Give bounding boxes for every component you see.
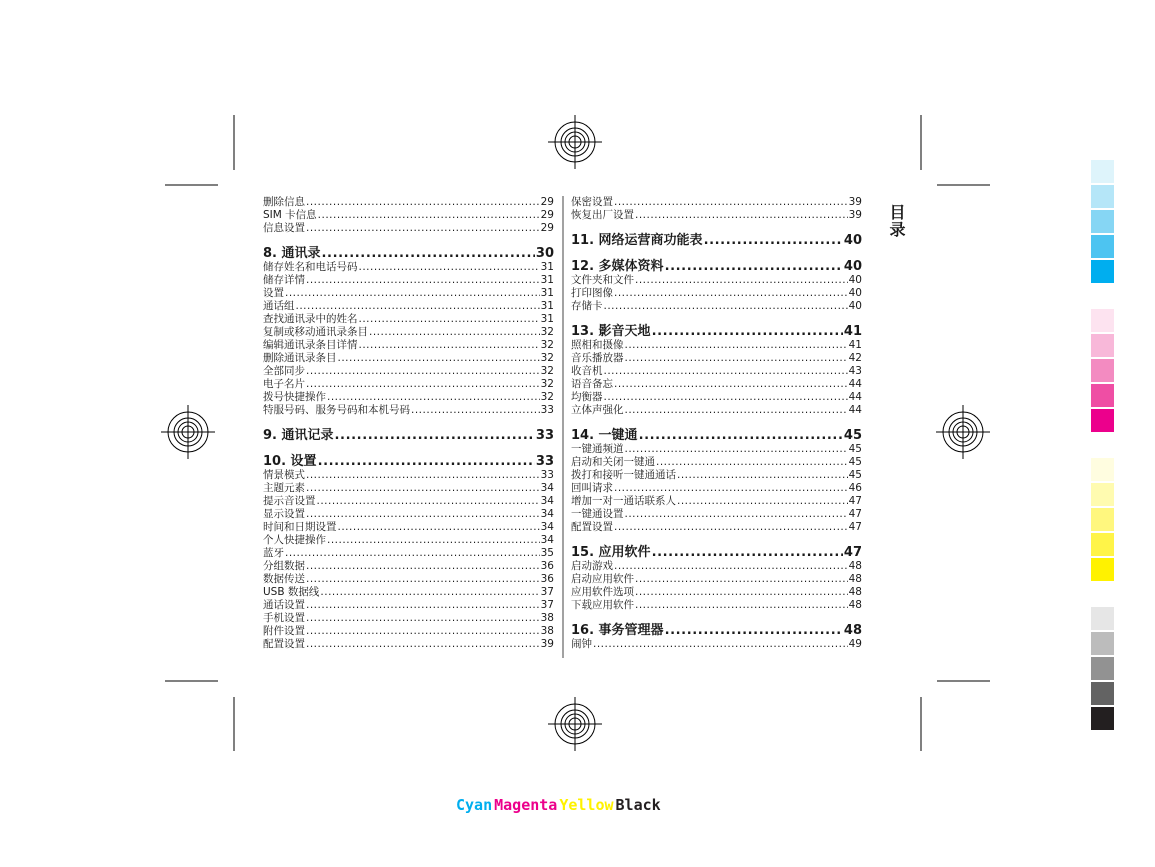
dot-leader bbox=[704, 233, 843, 248]
toc-label: 一键通设置 bbox=[571, 508, 624, 520]
toc-page-number: 29 bbox=[540, 196, 554, 208]
toc-section[interactable] bbox=[263, 454, 554, 469]
dot-leader bbox=[665, 623, 843, 638]
toc-entry[interactable] bbox=[571, 196, 862, 209]
toc-entry[interactable] bbox=[263, 508, 554, 521]
toc-label: 收音机 bbox=[571, 365, 603, 377]
dot-leader bbox=[317, 495, 540, 508]
toc-page-number: 31 bbox=[540, 300, 554, 312]
dot-leader bbox=[614, 287, 848, 300]
dot-leader bbox=[625, 352, 848, 365]
dot-leader bbox=[318, 209, 540, 222]
toc-label: 打印图像 bbox=[571, 287, 613, 299]
dot-leader bbox=[625, 339, 848, 352]
toc-entry[interactable] bbox=[263, 261, 554, 274]
dot-leader bbox=[327, 391, 540, 404]
dot-leader bbox=[306, 196, 540, 209]
dot-leader bbox=[306, 638, 540, 651]
toc-entry[interactable] bbox=[571, 456, 862, 469]
toc-label: 11. 网络运营商功能表 bbox=[571, 233, 703, 248]
toc-page-number: 48 bbox=[848, 586, 862, 598]
toc-entry[interactable] bbox=[263, 378, 554, 391]
dot-leader bbox=[359, 261, 540, 274]
color-legend-cyan: Cyan bbox=[456, 796, 493, 814]
color-swatch-magenta bbox=[1091, 359, 1114, 382]
dot-leader bbox=[306, 599, 540, 612]
dot-leader bbox=[614, 560, 848, 573]
toc-entry[interactable] bbox=[571, 404, 862, 417]
toc-entry[interactable] bbox=[571, 469, 862, 482]
toc-label: 编辑通讯录条目详情 bbox=[263, 339, 358, 351]
dot-leader bbox=[296, 300, 540, 313]
toc-page-number: 47 bbox=[848, 508, 862, 520]
toc-page-number: 47 bbox=[843, 545, 862, 560]
dot-leader bbox=[614, 482, 848, 495]
toc-entry[interactable] bbox=[263, 391, 554, 404]
toc-entry[interactable] bbox=[263, 638, 554, 651]
dot-leader bbox=[625, 404, 848, 417]
toc-page-number: 40 bbox=[848, 300, 862, 312]
toc-entry[interactable] bbox=[263, 352, 554, 365]
toc-label: 查找通讯录中的姓名 bbox=[263, 313, 358, 325]
toc-page-number: 45 bbox=[848, 443, 862, 455]
toc-label: 数据传送 bbox=[263, 573, 305, 585]
toc-page-number: 45 bbox=[843, 428, 862, 443]
dot-leader bbox=[652, 324, 843, 339]
toc-page-number: 33 bbox=[540, 469, 554, 481]
toc-page-number: 47 bbox=[848, 521, 862, 533]
dot-leader bbox=[285, 287, 540, 300]
dot-leader bbox=[614, 521, 848, 534]
toc-page-number: 32 bbox=[540, 378, 554, 390]
toc-page-number: 34 bbox=[540, 482, 554, 494]
dot-leader bbox=[635, 573, 848, 586]
dot-leader bbox=[320, 586, 539, 599]
toc-page-number: 34 bbox=[540, 508, 554, 520]
toc-label: 8. 通讯录 bbox=[263, 246, 321, 261]
dot-leader bbox=[604, 391, 848, 404]
toc-page-number: 33 bbox=[535, 454, 554, 469]
toc-page-number: 36 bbox=[540, 560, 554, 572]
toc-page-number: 37 bbox=[540, 586, 554, 598]
dot-leader bbox=[306, 469, 540, 482]
toc-label: 应用软件选项 bbox=[571, 586, 634, 598]
toc-entry[interactable] bbox=[263, 287, 554, 300]
dot-leader bbox=[635, 586, 848, 599]
toc-section[interactable] bbox=[571, 259, 862, 274]
toc-entry[interactable] bbox=[263, 612, 554, 625]
toc-label: 信息设置 bbox=[263, 222, 305, 234]
toc-label: 附件设置 bbox=[263, 625, 305, 637]
toc-label: 提示音设置 bbox=[263, 495, 316, 507]
toc-page-number: 34 bbox=[540, 534, 554, 546]
dot-leader bbox=[335, 428, 535, 443]
color-swatch-cyan bbox=[1091, 235, 1114, 258]
dot-leader bbox=[677, 495, 848, 508]
dot-leader bbox=[338, 521, 540, 534]
toc-page-number: 32 bbox=[540, 339, 554, 351]
toc-entry[interactable] bbox=[571, 378, 862, 391]
toc-label: 显示设置 bbox=[263, 508, 305, 520]
toc-page-number: 32 bbox=[540, 352, 554, 364]
color-swatch-yellow bbox=[1091, 508, 1114, 531]
dot-leader bbox=[338, 352, 540, 365]
dot-leader bbox=[635, 274, 848, 287]
toc-entry[interactable] bbox=[263, 365, 554, 378]
toc-label: 回叫请求 bbox=[571, 482, 613, 494]
dot-leader bbox=[593, 638, 848, 651]
toc-page-number: 38 bbox=[540, 625, 554, 637]
toc-page-number: 31 bbox=[540, 274, 554, 286]
color-swatch-cyan bbox=[1091, 185, 1114, 208]
dot-leader bbox=[306, 508, 540, 521]
toc-entry[interactable] bbox=[263, 469, 554, 482]
toc-entry[interactable] bbox=[571, 365, 862, 378]
dot-leader bbox=[359, 339, 540, 352]
dot-leader bbox=[306, 365, 540, 378]
toc-page-number: 33 bbox=[540, 404, 554, 416]
toc-page-number: 31 bbox=[540, 313, 554, 325]
color-swatch-cyan bbox=[1091, 160, 1114, 183]
dot-leader bbox=[652, 545, 843, 560]
dot-leader bbox=[369, 326, 540, 339]
color-swatch-black bbox=[1091, 707, 1114, 730]
toc-label: 拨号快捷操作 bbox=[263, 391, 326, 403]
toc-entry[interactable] bbox=[571, 339, 862, 352]
toc-page-number: 45 bbox=[848, 469, 862, 481]
toc-entry[interactable] bbox=[571, 274, 862, 287]
toc-page-number: 32 bbox=[540, 326, 554, 338]
toc-label: 保密设置 bbox=[571, 196, 613, 208]
toc-label: 设置 bbox=[263, 287, 284, 299]
dot-leader bbox=[306, 625, 540, 638]
toc-page-number: 44 bbox=[848, 404, 862, 416]
toc-label: 个人快捷操作 bbox=[263, 534, 326, 546]
color-swatch-yellow bbox=[1091, 533, 1114, 556]
registration-mark-bottom bbox=[548, 697, 602, 751]
toc-label: 闹钟 bbox=[571, 638, 592, 650]
toc-label: 13. 影音天地 bbox=[571, 324, 651, 339]
color-swatch-yellow bbox=[1091, 458, 1114, 481]
toc-page-number: 49 bbox=[848, 638, 862, 650]
toc-entry[interactable] bbox=[571, 560, 862, 573]
toc-page-number: 44 bbox=[848, 391, 862, 403]
toc-entry[interactable] bbox=[571, 573, 862, 586]
toc-page-number: 48 bbox=[848, 599, 862, 611]
toc-label: USB 数据线 bbox=[263, 586, 320, 598]
toc-label: 存储卡 bbox=[571, 300, 603, 312]
dot-leader bbox=[318, 454, 535, 469]
toc-page-number: 36 bbox=[540, 573, 554, 585]
toc-entry[interactable] bbox=[263, 209, 554, 222]
color-swatch-cyan bbox=[1091, 210, 1114, 233]
color-swatch-black bbox=[1091, 607, 1114, 630]
toc-entry[interactable] bbox=[263, 573, 554, 586]
toc-label: 通话组 bbox=[263, 300, 295, 312]
toc-label: 14. 一键通 bbox=[571, 428, 638, 443]
toc-entry[interactable] bbox=[571, 586, 862, 599]
toc-entry[interactable] bbox=[571, 300, 862, 313]
dot-leader bbox=[614, 196, 848, 209]
toc-label: 时间和日期设置 bbox=[263, 521, 337, 533]
dot-leader bbox=[306, 378, 540, 391]
toc-page-number: 42 bbox=[848, 352, 862, 364]
dot-leader bbox=[665, 259, 843, 274]
toc-label: 全部同步 bbox=[263, 365, 305, 377]
toc-entry[interactable] bbox=[571, 495, 862, 508]
toc-section[interactable] bbox=[571, 545, 862, 560]
toc-entry[interactable] bbox=[571, 391, 862, 404]
toc-label: 9. 通讯记录 bbox=[263, 428, 334, 443]
toc-page-number: 48 bbox=[848, 560, 862, 572]
toc-entry[interactable] bbox=[263, 599, 554, 612]
toc-entry[interactable] bbox=[263, 222, 554, 235]
toc-label: 储存姓名和电话号码 bbox=[263, 261, 358, 273]
toc-entry[interactable] bbox=[571, 482, 862, 495]
color-swatch-black bbox=[1091, 632, 1114, 655]
toc-label: 12. 多媒体资料 bbox=[571, 259, 664, 274]
dot-leader bbox=[625, 508, 848, 521]
dot-leader bbox=[614, 378, 848, 391]
toc-page-number: 39 bbox=[848, 196, 862, 208]
toc-label: 下载应用软件 bbox=[571, 599, 634, 611]
toc-entry[interactable] bbox=[571, 443, 862, 456]
toc-page-number: 34 bbox=[540, 495, 554, 507]
dot-leader bbox=[625, 443, 848, 456]
toc-page-number: 29 bbox=[540, 222, 554, 234]
dot-leader bbox=[306, 573, 540, 586]
color-swatch-yellow bbox=[1091, 483, 1114, 506]
toc-label: 照相和摄像 bbox=[571, 339, 624, 351]
toc-label: 删除信息 bbox=[263, 196, 305, 208]
dot-leader bbox=[306, 482, 540, 495]
toc-label: 电子名片 bbox=[263, 378, 305, 390]
toc-entry[interactable] bbox=[263, 495, 554, 508]
toc-label: 一键通频道 bbox=[571, 443, 624, 455]
dot-leader bbox=[656, 456, 848, 469]
dot-leader bbox=[306, 222, 540, 235]
toc-page-number: 47 bbox=[848, 495, 862, 507]
toc-page-number: 29 bbox=[540, 209, 554, 221]
dot-leader bbox=[322, 246, 535, 261]
toc-label: 蓝牙 bbox=[263, 547, 284, 559]
toc-entry[interactable] bbox=[263, 625, 554, 638]
registration-mark-left bbox=[161, 405, 215, 459]
toc-label: 均衡器 bbox=[571, 391, 603, 403]
toc-page-number: 45 bbox=[848, 456, 862, 468]
color-legend-black: Black bbox=[615, 796, 661, 814]
registration-mark-top bbox=[548, 115, 602, 169]
toc-page-number: 43 bbox=[848, 365, 862, 377]
toc-label: 16. 事务管理器 bbox=[571, 623, 664, 638]
toc-section[interactable] bbox=[571, 233, 862, 248]
dot-leader bbox=[306, 560, 540, 573]
toc-entry[interactable] bbox=[263, 521, 554, 534]
color-swatch-black bbox=[1091, 682, 1114, 705]
toc-entry[interactable] bbox=[571, 599, 862, 612]
dot-leader bbox=[327, 534, 540, 547]
toc-label: 主题元素 bbox=[263, 482, 305, 494]
color-legend-yellow: Yellow bbox=[559, 796, 614, 814]
color-swatch-black bbox=[1091, 657, 1114, 680]
toc-page-number: 41 bbox=[848, 339, 862, 351]
toc-entry[interactable] bbox=[571, 521, 862, 534]
toc-page-number: 40 bbox=[843, 259, 862, 274]
dot-leader bbox=[306, 612, 540, 625]
toc-page-number: 40 bbox=[843, 233, 862, 248]
toc-label: 复制或移动通讯录条目 bbox=[263, 326, 368, 338]
toc-entry[interactable] bbox=[263, 404, 554, 417]
color-swatch-cyan bbox=[1091, 260, 1114, 283]
dot-leader bbox=[359, 313, 540, 326]
toc-label: 启动应用软件 bbox=[571, 573, 634, 585]
color-swatch-magenta bbox=[1091, 384, 1114, 407]
toc-label: 音乐播放器 bbox=[571, 352, 624, 364]
toc-page-number: 35 bbox=[540, 547, 554, 559]
toc-entry[interactable] bbox=[263, 274, 554, 287]
toc-label: 启动和关闭一键通 bbox=[571, 456, 655, 468]
toc-page-number: 32 bbox=[540, 365, 554, 377]
toc-page-number: 39 bbox=[540, 638, 554, 650]
registration-mark-right bbox=[936, 405, 990, 459]
dot-leader bbox=[677, 469, 848, 482]
toc-entry[interactable] bbox=[571, 287, 862, 300]
dot-leader bbox=[306, 274, 540, 287]
dot-leader bbox=[635, 209, 848, 222]
toc-column-right bbox=[571, 196, 862, 651]
toc-page-number: 32 bbox=[540, 391, 554, 403]
dot-leader bbox=[604, 300, 848, 313]
color-legend bbox=[456, 796, 663, 814]
color-swatch-magenta bbox=[1091, 409, 1114, 432]
color-swatch-yellow bbox=[1091, 558, 1114, 581]
toc-label: 文件夹和文件 bbox=[571, 274, 634, 286]
toc-label: 配置设置 bbox=[571, 521, 613, 533]
color-legend-magenta: Magenta bbox=[494, 796, 558, 814]
dot-leader bbox=[604, 365, 848, 378]
toc-label: SIM 卡信息 bbox=[263, 209, 317, 221]
toc-section[interactable] bbox=[571, 324, 862, 339]
toc-label: 15. 应用软件 bbox=[571, 545, 651, 560]
toc-page-number: 46 bbox=[848, 482, 862, 494]
toc-page-number: 34 bbox=[540, 521, 554, 533]
toc-label: 手机设置 bbox=[263, 612, 305, 624]
toc-page-number: 48 bbox=[843, 623, 862, 638]
toc-page-number: 41 bbox=[843, 324, 862, 339]
toc-entry[interactable] bbox=[263, 196, 554, 209]
toc-entry[interactable] bbox=[263, 534, 554, 547]
toc-page-number: 31 bbox=[540, 261, 554, 273]
dot-leader bbox=[411, 404, 540, 417]
toc-label: 10. 设置 bbox=[263, 454, 317, 469]
toc-entry[interactable] bbox=[263, 560, 554, 573]
toc-section[interactable] bbox=[571, 428, 862, 443]
toc-entry[interactable] bbox=[263, 547, 554, 560]
toc-entry[interactable] bbox=[571, 352, 862, 365]
toc-entry[interactable] bbox=[571, 508, 862, 521]
toc-label: 分组数据 bbox=[263, 560, 305, 572]
toc-entry[interactable] bbox=[263, 326, 554, 339]
toc-section[interactable] bbox=[263, 428, 554, 443]
toc-label: 通话设置 bbox=[263, 599, 305, 611]
toc-label: 立体声强化 bbox=[571, 404, 624, 416]
toc-label: 语音备忘 bbox=[571, 378, 613, 390]
toc-label: 启动游戏 bbox=[571, 560, 613, 572]
toc-page-number: 37 bbox=[540, 599, 554, 611]
toc-page-number: 39 bbox=[848, 209, 862, 221]
toc-page-number: 44 bbox=[848, 378, 862, 390]
toc-label: 特服号码、服务号码和本机号码 bbox=[263, 404, 410, 416]
color-swatch-magenta bbox=[1091, 334, 1114, 357]
toc-label: 储存详情 bbox=[263, 274, 305, 286]
toc-entry[interactable] bbox=[263, 482, 554, 495]
toc-page-number: 40 bbox=[848, 287, 862, 299]
toc-page-number: 33 bbox=[535, 428, 554, 443]
toc-label: 删除通讯录条目 bbox=[263, 352, 337, 364]
toc-column-left bbox=[263, 196, 554, 651]
toc-page-number: 31 bbox=[540, 287, 554, 299]
toc-entry[interactable] bbox=[571, 209, 862, 222]
color-swatch-magenta bbox=[1091, 309, 1114, 332]
toc-label: 配置设置 bbox=[263, 638, 305, 650]
toc-section[interactable] bbox=[263, 246, 554, 261]
toc-page-number: 30 bbox=[535, 246, 554, 261]
toc-entry[interactable] bbox=[263, 300, 554, 313]
toc-entry[interactable] bbox=[571, 638, 862, 651]
toc-entry[interactable] bbox=[263, 586, 554, 599]
toc-section[interactable] bbox=[571, 623, 862, 638]
toc-page-number: 38 bbox=[540, 612, 554, 624]
toc-page-number: 40 bbox=[848, 274, 862, 286]
section-title-vertical: 目录 bbox=[887, 204, 906, 238]
toc-page-number: 48 bbox=[848, 573, 862, 585]
toc-label: 拨打和接听一键通通话 bbox=[571, 469, 676, 481]
toc-label: 增加一对一通话联系人 bbox=[571, 495, 676, 507]
toc-entry[interactable] bbox=[263, 313, 554, 326]
toc-entry[interactable] bbox=[263, 339, 554, 352]
dot-leader bbox=[635, 599, 848, 612]
toc-label: 恢复出厂设置 bbox=[571, 209, 634, 221]
toc-label: 情景模式 bbox=[263, 469, 305, 481]
dot-leader bbox=[639, 428, 843, 443]
dot-leader bbox=[285, 547, 540, 560]
